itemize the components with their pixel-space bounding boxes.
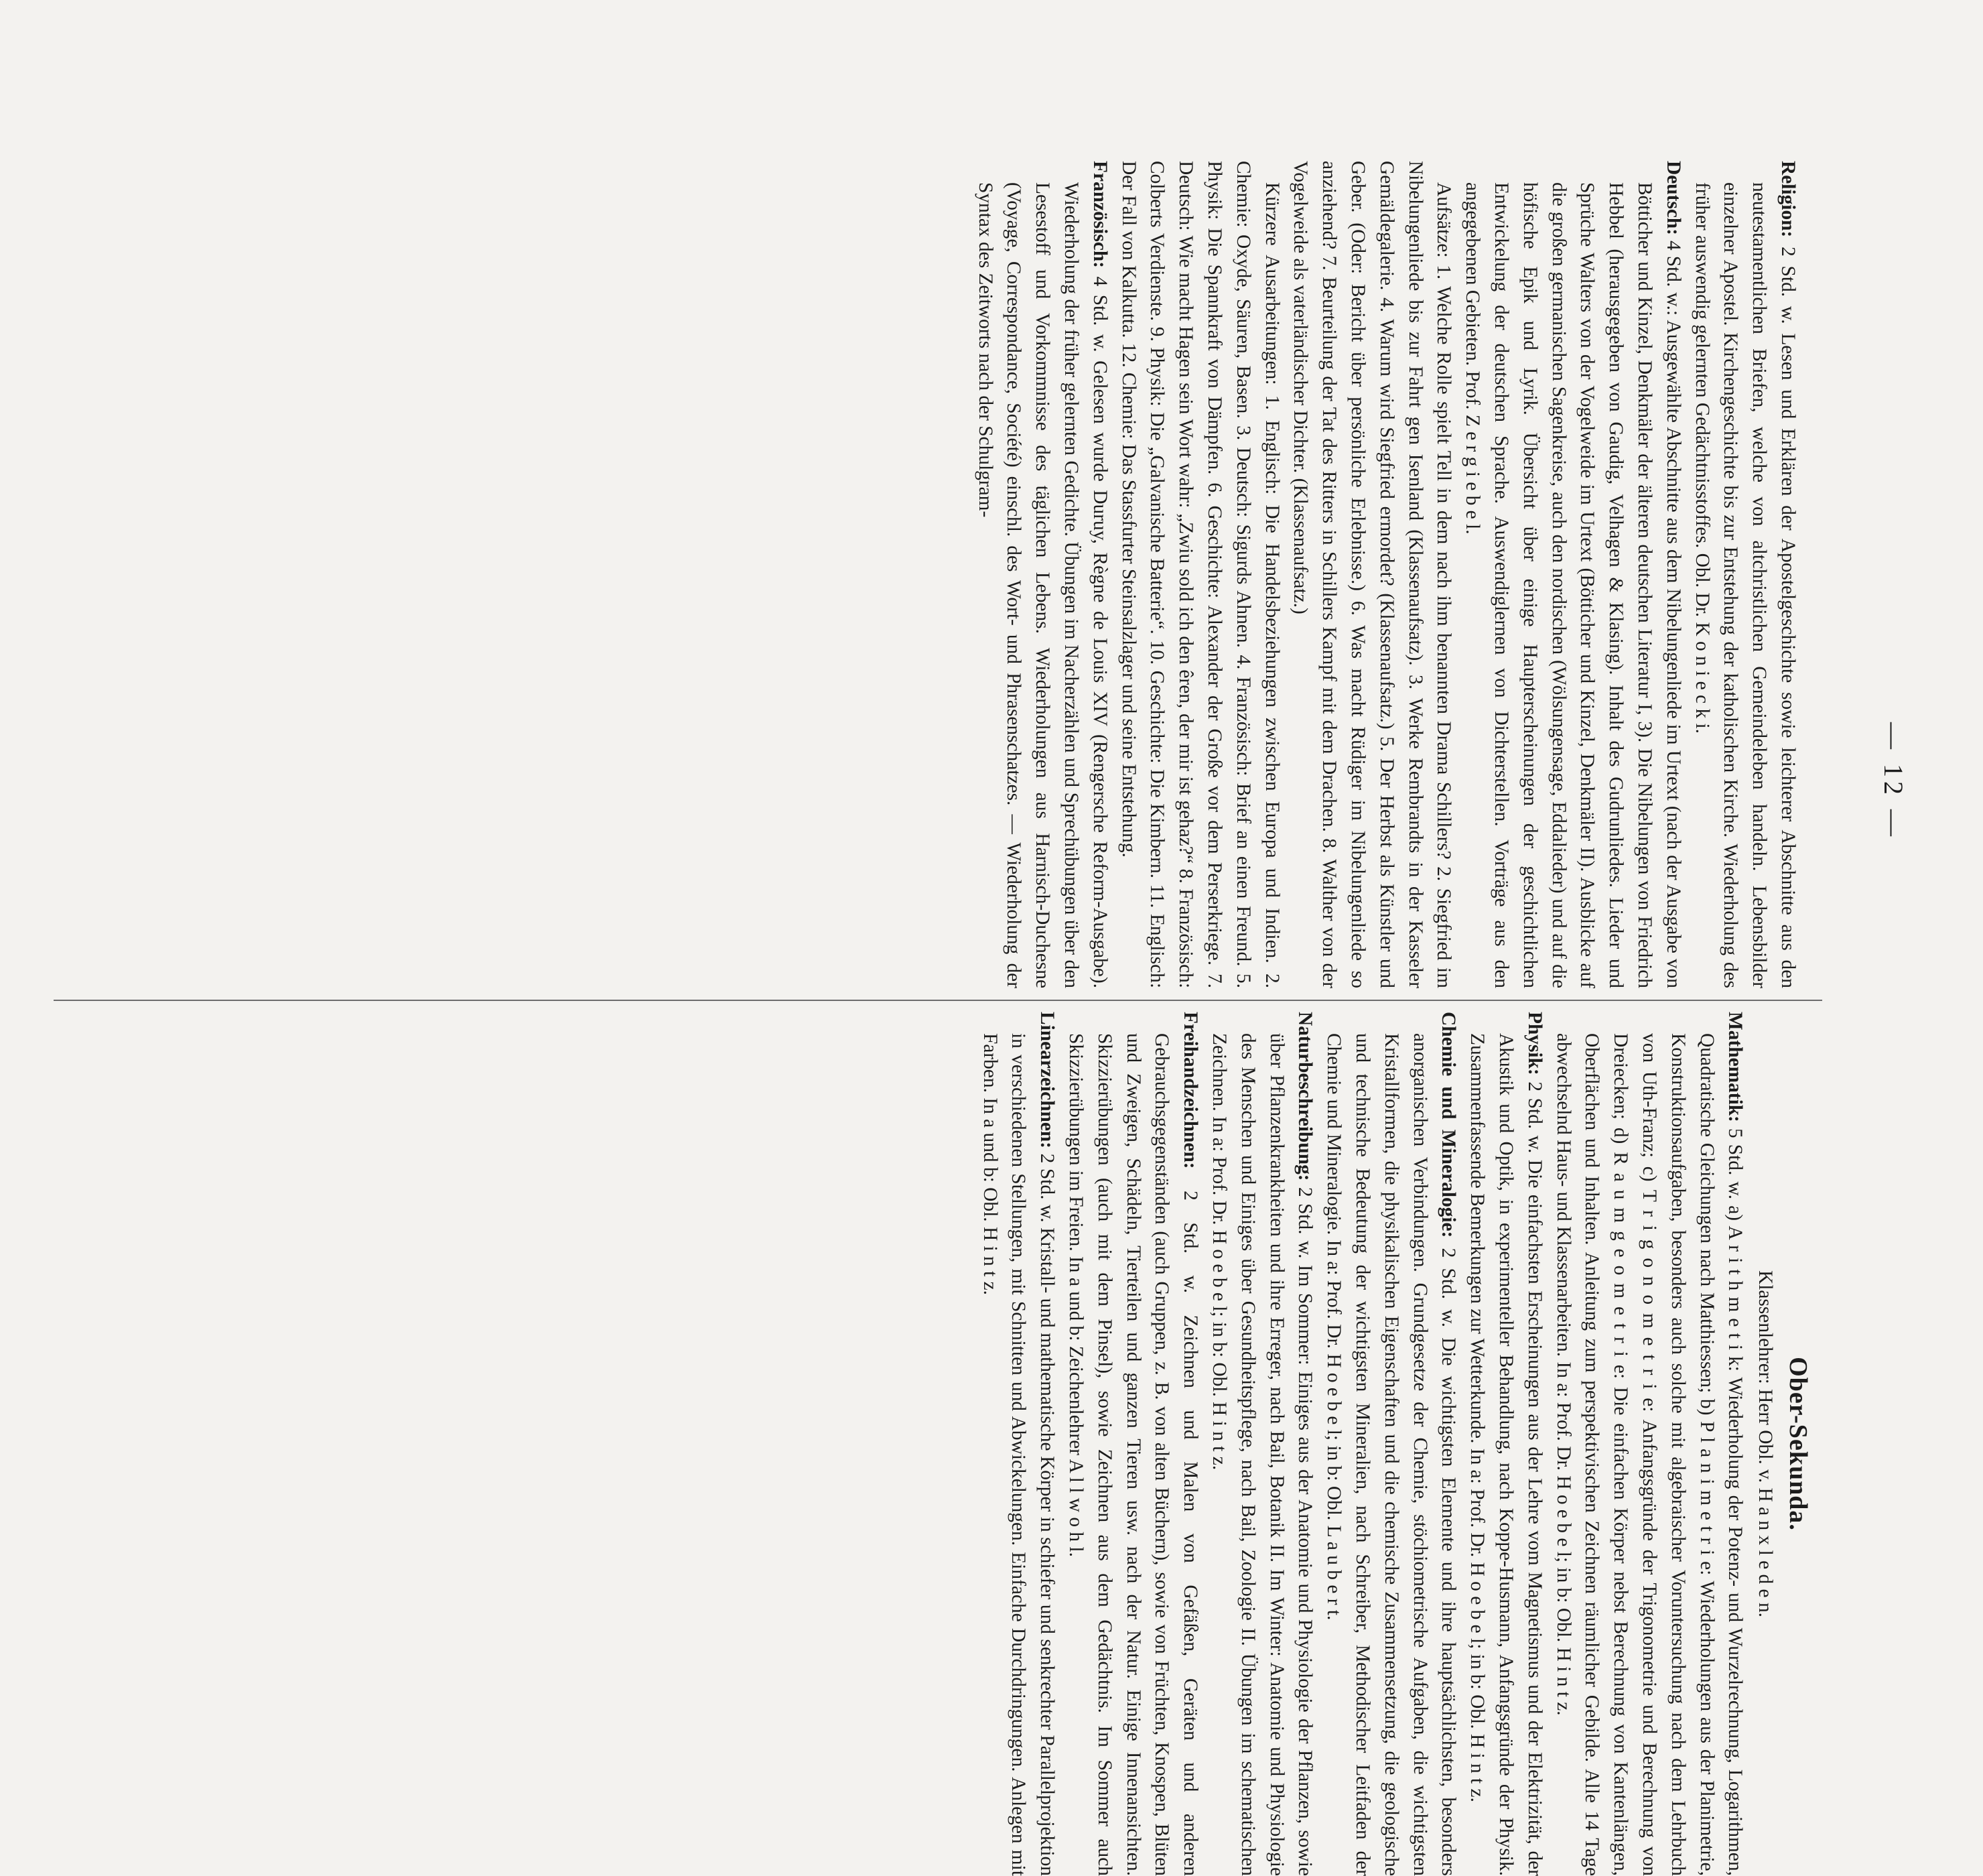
entry-linearzeichnen	[975, 1012, 1061, 1876]
subject-heading: Chemie und Mineralogie:	[1438, 1012, 1460, 1238]
subject-text: 2 Std. w. Lesen und Erklären der Apostelgeschichte sowie leichterer Abschnitte aus den neutestamentlichen Briefen, welche von altchristlichen Gemeindeleben handeln. Lebensbilder einzelner Apostel. Kirchengeschichte bis zur Entstehung der katholischen Kirche. Wiederholung des früher auswendig gelernten Gedächtnisstoffes. Obl. Dr. K o n i e c k i.	[1691, 182, 1799, 988]
entry-franzoesisch	[971, 161, 1114, 988]
subject-text: 4 Std. w.: Ausgewählte Abschnitte aus dem Nibelungenliede im Urtext (nach der Ausgabe von Bötticher und Kinzel, Denkmäler der älteren deutschen Literatur I, 3). Die Nibelungen von Friedrich Hebbel (herausgegeben von Gaudig, Velhagen & Klasing). Inhalt des Gudrunliedes. Lieder und Sprüche Walters von der Vogelweide im Urtext (Bötticher und Kinzel, Denkmäler II). Ausblicke auf die großen germanischen Sagenkreise, auch den nordischen (Wölsungensage, Eddalieder) und auf die höfische Epik und Lyrik. Übersicht über einige Haupterscheinungen der geschichtlichen Entwickelung der deutschen Sprache. Auswendiglernen von Dichterstellen. Vorträge aus den angegebenen Gebieten. Prof. Z e r g i e b e l.	[1462, 182, 1684, 988]
class-teacher: Klassenlehrer: Herr Obl. v. H a n x l e d e n.	[1755, 1270, 1777, 1617]
short-papers: Kürzere Ausarbeitungen: 1. Englisch: Die Handelsbeziehungen zwischen Europa und Indien. 2. Chemie: Oxyde, Säuren, Basen. 3. Deutsch: Sigurds Ahnen. 4. Französisch: Brief an einen Freund. 5. Physik: Die Spannkraft von Dämpfen. 6. Geschichte: Alexander der Große vor dem Perserkriege. 7. Deutsch: Wie macht Hagen sein Wort wahr: „Zwiu sold ich den êren, der mir ist gehaz?“ 8. Französisch: Colberts Verdienste. 9. Physik: Die „Galvanische Batterie“. 10. Geschichte: Die Kimbern. 11. Englisch: Der Fall von Kalkutta. 12. Chemie: Das Stassfurter Steinsalzlager und seine Entstehung.	[1117, 161, 1283, 988]
entry-chemie	[1319, 1012, 1462, 1876]
section-title: Ober-Sekunda.	[1784, 1357, 1812, 1531]
subject-heading: Physik:	[1523, 1012, 1546, 1075]
entry-deutsch	[1458, 161, 1687, 988]
essay-topics: Aufsätze: 1. Welche Rolle spielt Tell in dem nach ihm benannten Drama Schillers? 2. Siegfried im Nibelungenliede bis zur Fahrt gen Isenland (Klassenaufsatz). 3. Werke Rembrandts in der Kasseler Gemäldegalerie. 4. Warum wird Siegfried ermordet? (Klassenaufsatz.) 5. Der Herbst als Künstler und Geber. (Oder: Bericht über persönliche Erlebnisse.) 6. Was macht Rüdiger im Nibelungenliede so anziehend? 7. Beurteilung der Tat des Ritters in Schillers Kampf mit dem Drachen. 8. Walther von der Vogelweide als vaterländischer Dichter. (Klassenaufsatz.)	[1290, 161, 1455, 988]
subject-text: 2 Std. w. Im Sommer: Einiges aus der Anatomie und Physiologie der Pflanzen, sowie über Pflanzenkrankheiten und ihre Erreger, nach Bail, Botanik II. Im Winter: Anatomie und Physiologie des Menschen und Einiges über Gesundheitspflege, nach Bail, Zoologie II. Übungen im schematischen Zeichnen. In a: Prof. Dr. H o e b e l; in b: Obl. H i n t z.	[1209, 1033, 1316, 1876]
page-number-header: — 12 —	[1878, 722, 1909, 840]
subject-heading: Religion:	[1777, 161, 1799, 238]
subject-text: 5 Std. w. a) A r i t h m e t i k: Wiederholung der Potenz- und Wurzelrechnung, Logarithmen, Quadratische Gleichungen nach Matthiessen; b) P l a n i m e t r i e: Wiederholungen aus der Planimetrie, Konstruktionsaufgaben, besonders auch solche mit algebraischer Voruntersuchung nach dem Lehrbuch von Uth-Franz; c) T r i g o n o m e t r i e: Anfangsgründe der Trigonometrie und Berechnung von Dreiecken; d) R a u m g e o m e t r i e: Die einfachen Körper nebst Berechnung von Kantenlängen, Oberflächen und Inhalten. Anleitung zum perspektivischen Zeichnen räumlicher Gebilde. Alle 14 Tage abwechselnd Haus- und Klassenarbeiten. In a: Prof. Dr. H o e b e l; in b: Obl. H i n t z.	[1552, 1033, 1747, 1876]
subject-text: 4 Std. w. Gelesen wurde Duruy, Règne de Louis XIV (Rengersche Reform-Ausgabe). Wiederholung der früher gelernten Gedichte. Übungen im Nacherzählen und Sprechübungen über den Lesestoff und Vorkommnisse des täglichen Lebens. Wiederholungen aus Harnisch-Duchesne (Voyage, Correspondance, Société) einschl. des Wort- und Phrasenschatzes. — Wiederholung der Syntax des Zeitworts nach der Schulgram-	[974, 182, 1111, 988]
subject-text: 2 Std. w. Kristall- und mathematische Körper in schiefer und senkrechter Parallelprojektion in verschiedenen Stellungen, mit Schnitten und Abwickelungen. Einfache Durchdringungen. Anlegen mit Farben. In a und b: Obl. H i n t z.	[979, 1033, 1058, 1876]
entry-naturbeschreibung	[1205, 1012, 1319, 1876]
subject-text: 2 Std. w. Die einfachsten Erscheinungen aus der Lehre vom Magnetismus und der Elektrizität, der Akustik und Optik, in experimenteller Behandlung, nach Koppe-Husmann, Anfangsgründe der Physik. Zusammenfassende Bemerkungen zur Wetterkunde. In a: Prof. Dr. H o e b e l; in b: Obl. H i n t z.	[1466, 1033, 1546, 1876]
entry-physik	[1462, 1012, 1548, 1876]
subject-text: 2 Std. w. Die wichtigsten Elemente und ihre hauptsächlichsten, besonders anorganischen Verbindungen. Grundgesetze der Chemie, stöchiometrische Aufgaben, die wichtigsten Kristallformen, die physikalischen Eigenschaften und die chemische Zusammensetzung, die geologische und technische Bedeutung der wichtigsten Mineralien, nach Schreiber, Methodischer Leitfaden der Chemie und Mineralogie. In a: Prof. Dr. H o e b e l; in b: Obl. L a u b e r t.	[1323, 1033, 1460, 1876]
right-column	[975, 1012, 1812, 1876]
column-divider	[54, 1000, 1822, 1001]
subject-heading: Mathematik:	[1724, 1012, 1747, 1122]
subject-heading: Naturbeschreibung:	[1294, 1012, 1316, 1181]
subject-heading: Freihandzeichnen:	[1180, 1012, 1202, 1169]
entry-freihandzeichnen	[1061, 1012, 1205, 1876]
subject-heading: Linearzeichnen:	[1036, 1012, 1058, 1149]
entry-religion	[1688, 161, 1802, 988]
subject-heading: Deutsch:	[1662, 161, 1684, 236]
entry-mathematik	[1549, 1012, 1750, 1876]
subject-heading: Französisch:	[1089, 161, 1111, 268]
left-column	[971, 161, 1802, 988]
subject-text: 2 Std. w. Zeichnen und Malen von Gefäßen, Geräten und anderen Gebrauchsgegenständen (auch Gruppen, z. B. von alten Büchern), sowie von Früchten, Knospen, Blüten und Zweigen, Schädeln, Tierteilen und ganzen Tieren usw. nach der Natur. Einige Innenansichten. Skizzierübungen (auch mit dem Pinsel), sowie Zeichnen aus dem Gedächtnis. Im Sommer auch Skizzierübungen im Freien. In a und b: Zeichenlehrer A l l w o h l.	[1065, 1033, 1202, 1876]
